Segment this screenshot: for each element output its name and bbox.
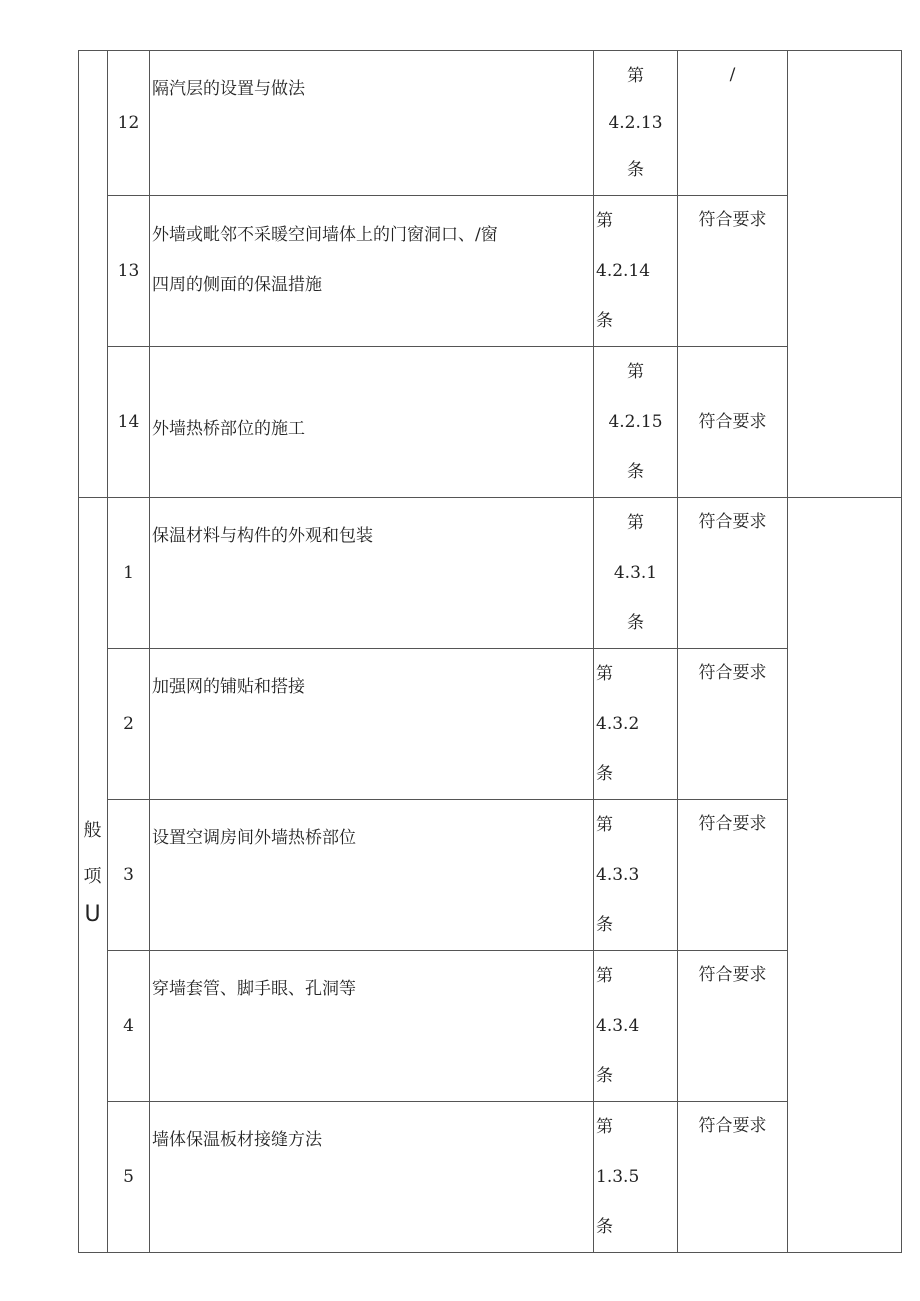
clause-number: 4.2.15 <box>608 412 663 432</box>
clause-reference <box>594 347 678 498</box>
table-row <box>79 347 902 498</box>
clause-reference <box>594 649 678 800</box>
inspection-item <box>150 347 594 498</box>
table-row <box>79 800 902 951</box>
inspection-item <box>150 951 594 1102</box>
inspection-result: 符合要求 <box>678 498 788 649</box>
clause-number: 4.2.13 <box>608 113 663 133</box>
item-text: 穿墙套管、脚手眼、孔洞等 <box>152 979 356 999</box>
row-number: 5 <box>108 1102 150 1253</box>
table-row <box>79 51 902 196</box>
clause-reference <box>594 951 678 1102</box>
clause-number: 4.3.3 <box>596 865 640 885</box>
item-text: 墙体保温板材接缝方法 <box>152 1130 322 1150</box>
item-text: 外墙热桥部位的施工 <box>152 419 305 439</box>
remarks-cell <box>788 498 902 1253</box>
clause-prefix: 第 <box>627 66 644 86</box>
row-number: 13 <box>108 196 150 347</box>
row-number: 1 <box>108 498 150 649</box>
clause-reference <box>594 498 678 649</box>
category-char-1: 般 <box>83 820 102 841</box>
inspection-table <box>78 50 902 1253</box>
inspection-item <box>150 498 594 649</box>
item-text-line2: 四周的侧面的保温措施 <box>152 275 322 295</box>
clause-reference <box>594 800 678 951</box>
item-text: 设置空调房间外墙热桥部位 <box>152 828 356 848</box>
item-text: 隔汽层的设置与做法 <box>152 79 305 99</box>
clause-reference <box>594 51 678 196</box>
clause-suffix: 条 <box>596 311 613 331</box>
category-char-2: 项 <box>83 866 102 887</box>
row-number: 12 <box>108 51 150 196</box>
inspection-item <box>150 800 594 951</box>
clause-suffix: 条 <box>627 462 644 482</box>
inspection-result: 符合要求 <box>678 800 788 951</box>
row-number: 4 <box>108 951 150 1102</box>
clause-prefix: 第 <box>596 664 613 684</box>
inspection-result: 符合要求 <box>678 951 788 1102</box>
clause-suffix: 条 <box>627 613 644 633</box>
table-row <box>79 498 902 649</box>
clause-prefix: 第 <box>596 815 613 835</box>
clause-number: 4.3.4 <box>596 1016 640 1036</box>
inspection-result: 符合要求 <box>678 196 788 347</box>
table-row <box>79 196 902 347</box>
remarks-cell <box>788 51 902 498</box>
clause-number: 4.3.1 <box>613 563 658 583</box>
clause-reference <box>594 1102 678 1253</box>
clause-number: 4.2.14 <box>596 261 651 281</box>
inspection-result: 符合要求 <box>678 347 788 498</box>
item-text: 保温材料与构件的外观和包装 <box>152 526 373 546</box>
table-row <box>79 649 902 800</box>
item-text: 加强网的铺贴和搭接 <box>152 677 305 697</box>
table-row <box>79 1102 902 1253</box>
clause-number: 1.3.5 <box>596 1167 640 1187</box>
clause-prefix: 第 <box>596 966 613 986</box>
clause-prefix: 第 <box>627 362 644 382</box>
inspection-item <box>150 1102 594 1253</box>
inspection-result: / <box>678 51 788 196</box>
clause-suffix: 条 <box>596 1217 613 1237</box>
clause-suffix: 条 <box>627 160 644 180</box>
clause-suffix: 条 <box>596 915 613 935</box>
clause-prefix: 第 <box>596 211 613 231</box>
inspection-item <box>150 649 594 800</box>
item-text-line1: 外墙或毗邻不采暖空间墙体上的门窗洞口、/窗 <box>152 225 498 245</box>
row-number: 14 <box>108 347 150 498</box>
clause-prefix: 第 <box>596 1117 613 1137</box>
clause-reference <box>594 196 678 347</box>
clause-suffix: 条 <box>596 1066 613 1086</box>
category-char-3: U <box>84 902 101 927</box>
main-control-category-cell <box>79 51 108 498</box>
clause-suffix: 条 <box>596 764 613 784</box>
inspection-result: 符合要求 <box>678 1102 788 1253</box>
inspection-result: 符合要求 <box>678 649 788 800</box>
inspection-item <box>150 196 594 347</box>
inspection-item <box>150 51 594 196</box>
general-items-category-label <box>78 808 107 930</box>
row-number: 3 <box>108 800 150 951</box>
clause-prefix: 第 <box>627 513 644 533</box>
row-number: 2 <box>108 649 150 800</box>
clause-number: 4.3.2 <box>596 714 640 734</box>
table-row <box>79 951 902 1102</box>
